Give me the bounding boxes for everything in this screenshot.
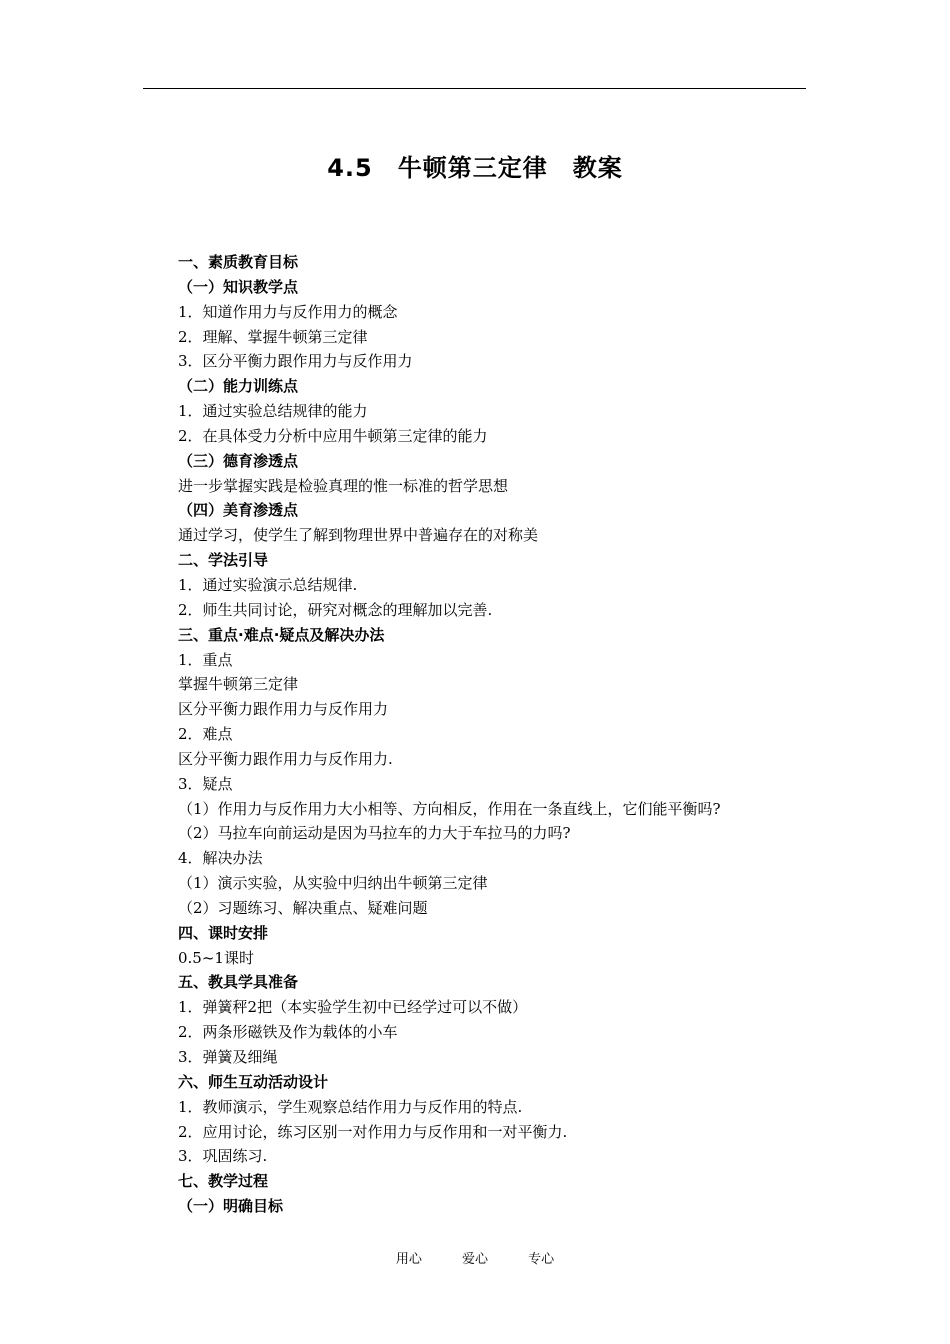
body-line: 2．难点 xyxy=(178,725,233,744)
section-heading: 一、素质教育目标 xyxy=(178,253,299,271)
section-heading: （三）德育渗透点 xyxy=(178,451,299,470)
body-line: 4．解决办法 xyxy=(178,849,263,868)
body-line: 3．弹簧及细绳 xyxy=(178,1048,278,1066)
body-line: 3．巩固练习. xyxy=(178,1147,268,1166)
body-line: 1．教师演示，学生观察总结作用力与反作用的特点. xyxy=(178,1097,523,1116)
body-line: （2）马拉车向前运动是因为马拉车的力大于车拉马的力吗? xyxy=(178,824,571,843)
body-line: （1）演示实验，从实验中归纳出牛顿第三定律 xyxy=(178,874,488,893)
section-heading: 六、师生互动活动设计 xyxy=(178,1072,329,1091)
body-line: 2．理解、掌握牛顿第三定律 xyxy=(178,327,368,346)
body-line: 1．知道作用力与反作用力的概念 xyxy=(178,302,398,321)
body-line: 2．在具体受力分析中应用牛顿第三定律的能力 xyxy=(178,426,488,445)
body-line: 0.5~1课时 xyxy=(178,948,254,967)
page-footer xyxy=(0,1250,950,1270)
footer-item: 用心 xyxy=(395,1252,422,1267)
body-line: 1．弹簧秤2把（本实验学生初中已经学过可以不做） xyxy=(178,998,528,1017)
body-line: 区分平衡力跟作用力与反作用力. xyxy=(178,749,393,768)
body-line: 3．疑点 xyxy=(178,774,233,793)
section-heading: 三、重点·难点·疑点及解决办法 xyxy=(178,625,385,644)
section-heading: （一）知识教学点 xyxy=(178,277,299,296)
section-heading: 四、课时安排 xyxy=(178,923,269,942)
footer-item: 爱心 xyxy=(461,1252,488,1267)
document-body xyxy=(178,250,818,1219)
section-heading: 五、教具学具准备 xyxy=(178,973,299,992)
body-line: 2．两条形磁铁及作为载体的小车 xyxy=(178,1023,398,1042)
section-heading: 二、学法引导 xyxy=(178,551,269,570)
body-line: （1）作用力与反作用力大小相等、方向相反，作用在一条直线上，它们能平衡吗? xyxy=(178,799,721,818)
header-rule xyxy=(143,88,806,89)
body-line: 进一步掌握实践是检验真理的惟一标准的哲学思想 xyxy=(178,476,509,495)
body-line: 3．区分平衡力跟作用力与反作用力 xyxy=(178,352,413,371)
body-line: 1．通过实验演示总结规律. xyxy=(178,575,358,594)
section-heading: （一）明确目标 xyxy=(178,1197,284,1216)
body-line: 1．重点 xyxy=(178,650,233,669)
body-line: 2．师生共同讨论，研究对概念的理解加以完善. xyxy=(178,600,493,619)
body-line: （2）习题练习、解决重点、疑难问题 xyxy=(178,898,428,917)
section-heading: （四）美育渗透点 xyxy=(178,501,299,520)
body-line: 2．应用讨论，练习区别一对作用力与反作用和一对平衡力. xyxy=(178,1122,568,1141)
section-heading: 七、教学过程 xyxy=(178,1172,269,1191)
body-line: 区分平衡力跟作用力与反作用力 xyxy=(178,700,389,719)
body-line: 1．通过实验总结规律的能力 xyxy=(178,402,368,421)
page-title: 4.5 牛顿第三定律 教案 xyxy=(327,154,623,182)
body-line: 掌握牛顿第三定律 xyxy=(178,675,299,694)
footer-item: 专心 xyxy=(528,1252,555,1267)
section-heading: （二）能力训练点 xyxy=(178,377,299,396)
body-line: 通过学习，使学生了解到物理世界中普遍存在的对称美 xyxy=(178,526,539,545)
